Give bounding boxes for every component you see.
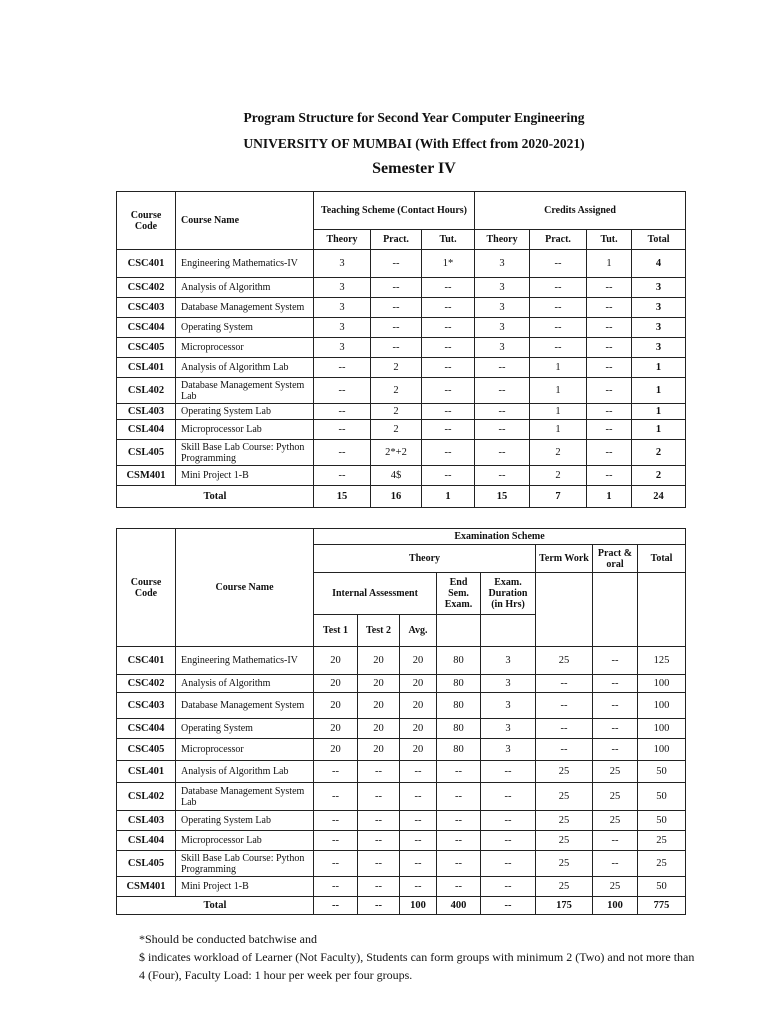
- cell-term-work: 25: [536, 877, 593, 897]
- total-row: [117, 897, 686, 915]
- cell-test2: 20: [358, 719, 400, 739]
- course-name: Operating System: [176, 719, 314, 739]
- course-name: Skill Base Lab Course: Python Programming: [176, 440, 314, 466]
- cell-test1: --: [314, 877, 358, 897]
- cell-cr-theory: --: [475, 440, 530, 466]
- course-code: CSL402: [117, 378, 176, 404]
- cell-cr-tut: 1: [587, 250, 632, 278]
- teaching-scheme-table: [116, 191, 686, 508]
- total-label: Total: [117, 486, 314, 508]
- cell-ts-theory: --: [314, 466, 371, 486]
- total-ts-pract: 16: [371, 486, 422, 508]
- cell-cr-tut: --: [587, 338, 632, 358]
- cell-total: 25: [638, 851, 686, 877]
- cell-cr-total: 1: [632, 378, 686, 404]
- table-row: [117, 440, 686, 466]
- cell-ts-theory: 3: [314, 250, 371, 278]
- course-name: Microprocessor Lab: [176, 420, 314, 440]
- cell-end-sem: 80: [437, 693, 481, 719]
- course-name: Analysis of Algorithm: [176, 278, 314, 298]
- cell-cr-tut: --: [587, 318, 632, 338]
- cell-cr-tut: --: [587, 278, 632, 298]
- course-code: CSL401: [117, 358, 176, 378]
- course-code: CSC401: [117, 250, 176, 278]
- header-avg: Avg.: [400, 615, 437, 647]
- cell-cr-theory: 3: [475, 318, 530, 338]
- table-row: [117, 466, 686, 486]
- cell-duration: --: [481, 851, 536, 877]
- cell-ts-theory: --: [314, 440, 371, 466]
- cell-term-work: --: [536, 693, 593, 719]
- course-code: CSC404: [117, 318, 176, 338]
- cell-end-sem: 80: [437, 739, 481, 761]
- cell-cr-theory: --: [475, 466, 530, 486]
- document-title: Program Structure for Second Year Computer Engineering: [243, 110, 585, 125]
- course-code: CSC405: [117, 739, 176, 761]
- header-test2: Test 2: [358, 615, 400, 647]
- cell-cr-pract: 1: [530, 358, 587, 378]
- total-pract-oral: 100: [593, 897, 638, 915]
- cell-cr-theory: --: [475, 420, 530, 440]
- table-row: [117, 851, 686, 877]
- footnote-batchwise: *Should be conducted batchwise and: [139, 932, 317, 946]
- course-code: CSL402: [117, 783, 176, 811]
- header-ts-tut: Tut.: [422, 230, 475, 250]
- cell-cr-pract: 2: [530, 440, 587, 466]
- cell-ts-tut: --: [422, 278, 475, 298]
- cell-duration: --: [481, 811, 536, 831]
- header-course-code: Course Code: [117, 192, 176, 250]
- header-course-code: Course Code: [117, 529, 176, 647]
- cell-ts-tut: 1*: [422, 250, 475, 278]
- cell-cr-total: 3: [632, 338, 686, 358]
- cell-term-work: 25: [536, 811, 593, 831]
- cell-term-work: 25: [536, 851, 593, 877]
- cell-term-work: --: [536, 719, 593, 739]
- cell-ts-theory: 3: [314, 318, 371, 338]
- cell-cr-total: 2: [632, 440, 686, 466]
- course-name: Operating System: [176, 318, 314, 338]
- course-name: Skill Base Lab Course: Python Programming: [176, 851, 314, 877]
- cell-ts-tut: --: [422, 318, 475, 338]
- cell-test1: 20: [314, 675, 358, 693]
- cell-pract-oral: --: [593, 831, 638, 851]
- course-name: Microprocessor: [176, 338, 314, 358]
- course-code: CSL403: [117, 811, 176, 831]
- blank-cell: [536, 573, 593, 647]
- total-test1: --: [314, 897, 358, 915]
- cell-test2: --: [358, 811, 400, 831]
- cell-pract-oral: --: [593, 719, 638, 739]
- total-cr-total: 24: [632, 486, 686, 508]
- header-pract-oral: Pract & oral: [593, 545, 638, 573]
- examination-scheme-table: [116, 528, 686, 915]
- course-code: CSC403: [117, 298, 176, 318]
- course-code: CSL404: [117, 420, 176, 440]
- header-theory: Theory: [314, 545, 536, 573]
- course-name: Database Management System: [176, 298, 314, 318]
- cell-ts-theory: --: [314, 420, 371, 440]
- blank-cell: [437, 615, 481, 647]
- cell-test1: --: [314, 811, 358, 831]
- course-name: Database Management System: [176, 693, 314, 719]
- cell-cr-theory: 3: [475, 250, 530, 278]
- cell-duration: 3: [481, 647, 536, 675]
- table-row: [117, 378, 686, 404]
- cell-duration: --: [481, 761, 536, 783]
- total-row: [117, 486, 686, 508]
- header-ts-pract: Pract.: [371, 230, 422, 250]
- cell-total: 100: [638, 693, 686, 719]
- cell-total: 50: [638, 811, 686, 831]
- cell-ts-pract: 2: [371, 404, 422, 420]
- cell-total: 100: [638, 739, 686, 761]
- table-row: [117, 811, 686, 831]
- cell-ts-pract: 4$: [371, 466, 422, 486]
- university-title: UNIVERSITY OF MUMBAI (With Effect from 2020-2021): [243, 136, 585, 151]
- course-name: Mini Project 1-B: [176, 877, 314, 897]
- cell-ts-pract: --: [371, 298, 422, 318]
- table-row: [117, 420, 686, 440]
- cell-test1: 20: [314, 739, 358, 761]
- cell-ts-tut: --: [422, 420, 475, 440]
- cell-term-work: 25: [536, 831, 593, 851]
- table-row: [117, 675, 686, 693]
- cell-duration: 3: [481, 693, 536, 719]
- cell-term-work: 25: [536, 783, 593, 811]
- cell-pract-oral: 25: [593, 761, 638, 783]
- cell-ts-tut: --: [422, 466, 475, 486]
- cell-end-sem: 80: [437, 675, 481, 693]
- course-code: CSM401: [117, 877, 176, 897]
- course-name: Analysis of Algorithm Lab: [176, 358, 314, 378]
- header-cr-pract: Pract.: [530, 230, 587, 250]
- table-row: [117, 278, 686, 298]
- footnote-workload: $ indicates workload of Learner (Not Faculty), Students can form groups with minimum 2 (Two) and not more than 4 (Four), Faculty Load: 1 hour per week per four groups.: [139, 950, 695, 982]
- cell-term-work: --: [536, 739, 593, 761]
- cell-duration: 3: [481, 675, 536, 693]
- header-internal-assessment: Internal Assessment: [314, 573, 437, 615]
- cell-pract-oral: 25: [593, 811, 638, 831]
- cell-cr-pract: 1: [530, 420, 587, 440]
- cell-test2: 20: [358, 647, 400, 675]
- cell-cr-tut: --: [587, 378, 632, 404]
- cell-avg: --: [400, 811, 437, 831]
- cell-cr-theory: --: [475, 358, 530, 378]
- cell-cr-total: 3: [632, 278, 686, 298]
- table-row: [117, 761, 686, 783]
- cell-end-sem: 80: [437, 719, 481, 739]
- table-row: [117, 404, 686, 420]
- cell-ts-pract: --: [371, 338, 422, 358]
- cell-cr-theory: --: [475, 404, 530, 420]
- table-row: [117, 298, 686, 318]
- cell-test2: --: [358, 761, 400, 783]
- course-name: Microprocessor: [176, 739, 314, 761]
- cell-pract-oral: --: [593, 647, 638, 675]
- total-label: Total: [117, 897, 314, 915]
- total-ts-theory: 15: [314, 486, 371, 508]
- cell-cr-tut: --: [587, 420, 632, 440]
- cell-test1: 20: [314, 647, 358, 675]
- course-name: Analysis of Algorithm Lab: [176, 761, 314, 783]
- blank-cell: [593, 573, 638, 647]
- cell-pract-oral: --: [593, 851, 638, 877]
- header-cr-tut: Tut.: [587, 230, 632, 250]
- total-cr-pract: 7: [530, 486, 587, 508]
- course-code: CSC402: [117, 675, 176, 693]
- cell-avg: 20: [400, 647, 437, 675]
- cell-test2: --: [358, 851, 400, 877]
- cell-test1: 20: [314, 719, 358, 739]
- cell-avg: 20: [400, 719, 437, 739]
- cell-cr-pract: 1: [530, 404, 587, 420]
- cell-cr-pract: --: [530, 278, 587, 298]
- cell-avg: --: [400, 851, 437, 877]
- cell-term-work: 25: [536, 761, 593, 783]
- cell-duration: --: [481, 783, 536, 811]
- cell-cr-tut: --: [587, 298, 632, 318]
- total-cr-theory: 15: [475, 486, 530, 508]
- cell-end-sem: --: [437, 831, 481, 851]
- course-name: Database Management System Lab: [176, 378, 314, 404]
- cell-ts-tut: --: [422, 378, 475, 404]
- course-code: CSC402: [117, 278, 176, 298]
- total-duration: --: [481, 897, 536, 915]
- cell-cr-total: 1: [632, 358, 686, 378]
- table-row: [117, 250, 686, 278]
- cell-pract-oral: --: [593, 675, 638, 693]
- footnotes: [139, 930, 699, 984]
- cell-cr-tut: --: [587, 466, 632, 486]
- cell-ts-tut: --: [422, 358, 475, 378]
- cell-total: 50: [638, 761, 686, 783]
- course-name: Engineering Mathematics-IV: [176, 647, 314, 675]
- cell-cr-pract: --: [530, 338, 587, 358]
- header-course-name: Course Name: [176, 192, 314, 250]
- course-name: Operating System Lab: [176, 404, 314, 420]
- cell-cr-theory: --: [475, 378, 530, 404]
- cell-ts-tut: --: [422, 440, 475, 466]
- course-name: Analysis of Algorithm: [176, 675, 314, 693]
- cell-test1: --: [314, 831, 358, 851]
- cell-ts-pract: 2: [371, 358, 422, 378]
- header-end-sem: End Sem. Exam.: [437, 573, 481, 615]
- cell-total: 100: [638, 719, 686, 739]
- course-code: CSM401: [117, 466, 176, 486]
- cell-ts-theory: 3: [314, 338, 371, 358]
- table-row: [117, 739, 686, 761]
- total-test2: --: [358, 897, 400, 915]
- course-name: Microprocessor Lab: [176, 831, 314, 851]
- header-examination-scheme: Examination Scheme: [314, 529, 686, 545]
- header-course-name: Course Name: [176, 529, 314, 647]
- cell-test2: --: [358, 831, 400, 851]
- cell-cr-total: 3: [632, 298, 686, 318]
- cell-cr-pract: --: [530, 318, 587, 338]
- cell-cr-total: 4: [632, 250, 686, 278]
- cell-avg: --: [400, 783, 437, 811]
- header-test1: Test 1: [314, 615, 358, 647]
- course-code: CSL401: [117, 761, 176, 783]
- cell-ts-tut: --: [422, 298, 475, 318]
- cell-total: 100: [638, 675, 686, 693]
- table-row: [117, 877, 686, 897]
- cell-avg: --: [400, 761, 437, 783]
- cell-end-sem: --: [437, 761, 481, 783]
- cell-pract-oral: 25: [593, 877, 638, 897]
- cell-cr-theory: 3: [475, 298, 530, 318]
- cell-avg: 20: [400, 739, 437, 761]
- table-row: [117, 719, 686, 739]
- course-code: CSC403: [117, 693, 176, 719]
- cell-ts-pract: --: [371, 278, 422, 298]
- header-credits-assigned: Credits Assigned: [475, 192, 686, 230]
- total-end-sem: 400: [437, 897, 481, 915]
- cell-cr-pract: --: [530, 298, 587, 318]
- header-ts-theory: Theory: [314, 230, 371, 250]
- cell-ts-theory: 3: [314, 298, 371, 318]
- cell-test1: --: [314, 851, 358, 877]
- cell-total: 125: [638, 647, 686, 675]
- cell-cr-tut: --: [587, 404, 632, 420]
- cell-total: 25: [638, 831, 686, 851]
- cell-avg: --: [400, 831, 437, 851]
- cell-duration: --: [481, 831, 536, 851]
- cell-duration: 3: [481, 739, 536, 761]
- cell-test1: --: [314, 761, 358, 783]
- cell-ts-pract: 2: [371, 420, 422, 440]
- cell-test2: 20: [358, 693, 400, 719]
- blank-cell: [638, 573, 686, 647]
- course-code: CSC405: [117, 338, 176, 358]
- cell-ts-pract: 2*+2: [371, 440, 422, 466]
- cell-cr-theory: 3: [475, 338, 530, 358]
- cell-cr-tut: --: [587, 440, 632, 466]
- cell-ts-pract: 2: [371, 378, 422, 404]
- cell-ts-theory: 3: [314, 278, 371, 298]
- total-ts-tut: 1: [422, 486, 475, 508]
- cell-cr-tut: --: [587, 358, 632, 378]
- course-code: CSL405: [117, 851, 176, 877]
- cell-cr-total: 2: [632, 466, 686, 486]
- header-exam-duration: Exam. Duration (in Hrs): [481, 573, 536, 615]
- cell-duration: 3: [481, 719, 536, 739]
- header-total: Total: [638, 545, 686, 573]
- cell-ts-pract: --: [371, 250, 422, 278]
- header-teaching-scheme: Teaching Scheme (Contact Hours): [314, 192, 475, 230]
- table-row: [117, 831, 686, 851]
- header-cr-theory: Theory: [475, 230, 530, 250]
- course-code: CSC401: [117, 647, 176, 675]
- cell-ts-theory: --: [314, 358, 371, 378]
- cell-end-sem: --: [437, 811, 481, 831]
- table-row: [117, 783, 686, 811]
- course-code: CSL405: [117, 440, 176, 466]
- cell-pract-oral: 25: [593, 783, 638, 811]
- course-name: Database Management System Lab: [176, 783, 314, 811]
- course-name: Engineering Mathematics-IV: [176, 250, 314, 278]
- table-row: [117, 338, 686, 358]
- table-row: [117, 693, 686, 719]
- cell-total: 50: [638, 877, 686, 897]
- cell-avg: --: [400, 877, 437, 897]
- cell-cr-total: 1: [632, 420, 686, 440]
- cell-ts-theory: --: [314, 404, 371, 420]
- table-row: [117, 318, 686, 338]
- cell-avg: 20: [400, 675, 437, 693]
- total-total: 775: [638, 897, 686, 915]
- course-name: Operating System Lab: [176, 811, 314, 831]
- cell-cr-theory: 3: [475, 278, 530, 298]
- cell-end-sem: --: [437, 877, 481, 897]
- cell-end-sem: 80: [437, 647, 481, 675]
- header-cr-total: Total: [632, 230, 686, 250]
- cell-test2: 20: [358, 739, 400, 761]
- course-code: CSL404: [117, 831, 176, 851]
- semester-title: Semester IV: [372, 160, 456, 177]
- total-cr-tut: 1: [587, 486, 632, 508]
- header-term-work: Term Work: [536, 545, 593, 573]
- course-code: CSC404: [117, 719, 176, 739]
- cell-cr-pract: 1: [530, 378, 587, 404]
- cell-cr-total: 3: [632, 318, 686, 338]
- total-term-work: 175: [536, 897, 593, 915]
- cell-ts-theory: --: [314, 378, 371, 404]
- cell-cr-pract: --: [530, 250, 587, 278]
- course-name: Mini Project 1-B: [176, 466, 314, 486]
- cell-total: 50: [638, 783, 686, 811]
- cell-end-sem: --: [437, 851, 481, 877]
- course-code: CSL403: [117, 404, 176, 420]
- cell-cr-pract: 2: [530, 466, 587, 486]
- cell-test2: --: [358, 877, 400, 897]
- blank-cell: [481, 615, 536, 647]
- cell-test1: --: [314, 783, 358, 811]
- cell-cr-total: 1: [632, 404, 686, 420]
- cell-ts-tut: --: [422, 338, 475, 358]
- cell-ts-tut: --: [422, 404, 475, 420]
- cell-end-sem: --: [437, 783, 481, 811]
- cell-test2: 20: [358, 675, 400, 693]
- cell-ts-pract: --: [371, 318, 422, 338]
- cell-avg: 20: [400, 693, 437, 719]
- total-avg: 100: [400, 897, 437, 915]
- table-row: [117, 647, 686, 675]
- cell-pract-oral: --: [593, 739, 638, 761]
- cell-term-work: 25: [536, 647, 593, 675]
- cell-test2: --: [358, 783, 400, 811]
- cell-term-work: --: [536, 675, 593, 693]
- cell-test1: 20: [314, 693, 358, 719]
- cell-pract-oral: --: [593, 693, 638, 719]
- table-row: [117, 358, 686, 378]
- cell-duration: --: [481, 877, 536, 897]
